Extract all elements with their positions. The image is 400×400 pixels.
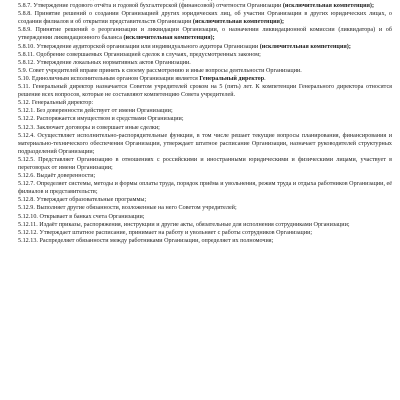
paragraph: 5.8.11. Одобрение совершаемых Организацией сделок в случаях, предусмотренных законом;	[18, 51, 261, 58]
paragraph: 5.8.10. Утверждение аудиторской организации или индивидуального аудитора Организации (исключительная компетенция);	[18, 43, 351, 50]
paragraph: 5.12.4. Осуществляет исполнительно-распорядительные функции, в том числе решает текущие вопросы планирования, финансирования и материально-технического обеспечения Организации, утверждает штатное расписание Организации, назначает руководителей структурных подразделений Организации;	[18, 132, 392, 155]
paragraph: 5.10. Единоличным исполнительным органом Организации является Генеральный директор.	[18, 75, 266, 82]
paragraph: 5.12.8. Утверждает образовательные программы;	[18, 197, 147, 204]
paragraph: 5.12.11. Издаёт приказы, распоряжения, инструкции и другие акты, обязательные для исполнения сотрудниками Организации;	[18, 221, 350, 228]
paragraph: 5.12. Генеральный директор:	[18, 100, 94, 107]
paragraph: 5.8.9. Принятие решений о реорганизации и ликвидации Организации, о назначении ликвидационной комиссии (ликвидатора) и об утверждении ликвидационного баланса (исключительная компетенция);	[18, 27, 392, 42]
paragraph: 5.8.8. Принятие решений о создании Организацией других юридических лиц, об участии Организации в других юридических лицах, о создании филиалов и об открытии представительств Организации (исключительная компетенция);	[18, 11, 392, 26]
paragraph: 5.12.3. Заключает договоры и совершает иные сделки;	[18, 124, 160, 131]
paragraph: 5.12.13. Распределяет обязанности между работниками Организации, определяет их полномочия;	[18, 237, 274, 244]
paragraph: 5.12.9. Выполняет другие обязанности, возложенные на него Советом учредителей;	[18, 205, 237, 212]
paragraph: 5.12.1. Без доверенности действует от имени Организации;	[18, 108, 173, 115]
paragraph: 5.11. Генеральный директор назначается Советом учредителей сроком на 5 (пять) лет. К компетенции Генерального директора относятся решение всех вопросов, которые не составляют компетенцию Совета учредителей.	[18, 84, 392, 99]
paragraph: 5.12.7. Определяет системы, методы и формы оплаты труда, порядок приёма и увольнения, режим труда и отдыха работников Организации, её филиалов и представительств;	[18, 181, 392, 196]
paragraph: 5.8.12. Утверждение локальных нормативных актов Организации.	[18, 59, 191, 66]
paragraph: 5.8.7. Утверждение годового отчёта и годовой бухгалтерской (финансовой) отчетности Организации (исключительная компетенция);	[18, 3, 375, 10]
paragraph: 5.12.6. Выдаёт доверенности;	[18, 173, 96, 180]
paragraph: 5.12.2. Распоряжается имуществом и средствами Организации;	[18, 116, 184, 123]
paragraph: 5.12.5. Представляет Организацию в отношениях с российскими и иностранными юридическими и физическими лицами, участвует в переговорах от имени Организации;	[18, 156, 392, 171]
paragraph: 5.12.12. Утверждает штатное расписание, принимает на работу и увольняет с работы сотрудников Организации;	[18, 229, 313, 236]
paragraph: 5.9. Совет учредителей вправе принять к своему рассмотрению и иные вопросы деятельности Организации.	[18, 67, 302, 74]
paragraph: 5.12.10. Открывает в банках счета Организации;	[18, 213, 145, 220]
